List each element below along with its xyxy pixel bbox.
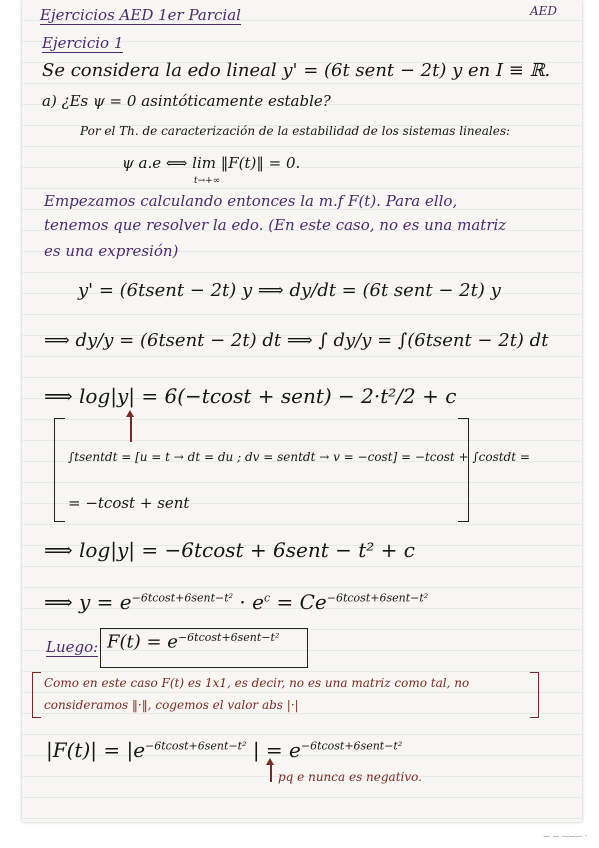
paragraph-line-1: Empezamos calculando entonces la m.f F(t). Para ello, (44, 192, 458, 210)
luego-label: Luego: (46, 638, 99, 656)
integral-bracket-right (458, 418, 469, 522)
boxed-solution: $F(t) = e^{-6tcost+6sent-t^2}$ (100, 628, 308, 668)
annotation-arrow-stem (130, 416, 132, 442)
integral-by-parts: ∫tsentdt = [u = t → dt = du ; dv = sentdt → v = −cost] = −tcost + ∫costdt = (68, 450, 530, 464)
note-bracket-right (530, 672, 539, 718)
page-title: Ejercicios AED 1er Parcial (40, 6, 241, 24)
equation-3: ⟹ log|y| = 6(−tcost + sent) − 2·t²/2 + c (44, 384, 457, 408)
equation-6: $|F(t)| = |e^{-6tcost+6sent-t^2}$ | = $e^{-6tcost+6sent-t^2}$ (46, 738, 403, 762)
notebook-sheet (22, 0, 582, 822)
exercise-statement: Se considera la edo lineal y' = (6t sent − 2t) y en I ≡ ℝ. (42, 60, 551, 81)
footer-mark: — — ——— · (543, 832, 587, 840)
question-a: a) ¿Es ψ = 0 asintóticamente estable? (42, 92, 331, 110)
limit-subscript: t→+∞ (194, 176, 221, 186)
paragraph-line-2: tenemos que resolver la edo. (En este caso, no es una matriz (44, 216, 507, 234)
note-line-2: consideramos ‖·‖, cogemos el valor abs |·| (44, 698, 299, 712)
remark-arrow-head (266, 758, 274, 765)
exercise-heading: Ejercicio 1 (42, 34, 124, 52)
annotation-arrow-head (126, 410, 134, 417)
equation-5: ⟹ $y = e^{-6tcost+6sent-t^2} \cdot e^c = Ce^{-6tcost+6sent-t^2}$ (44, 590, 429, 614)
equation-1: y' = (6tsent − 2t) y ⟹ dy/dt = (6t sent − 2t) y (78, 280, 501, 301)
equation-4: ⟹ log|y| = −6tcost + 6sent − t² + c (44, 538, 415, 562)
integral-result: = −tcost + sent (68, 494, 190, 512)
remark-text: pq e nunca es negativo. (278, 770, 422, 784)
equation-2: ⟹ dy/y = (6tsent − 2t) dt ⟹ ∫ dy/y = ∫(6tsent − 2t) dt (44, 330, 549, 351)
theorem-text: Por el Th. de caracterización de la estabilidad de los sistemas lineales: (80, 124, 511, 138)
paragraph-line-3: es una expresión) (44, 242, 179, 260)
stability-criterion: ψ a.e ⟺ lim ‖F(t)‖ = 0. (122, 154, 301, 172)
subject-tag: AED (530, 4, 558, 18)
note-line-1: Como en este caso F(t) es 1x1, es decir, no es una matriz como tal, no (44, 676, 470, 690)
note-bracket-left (32, 672, 41, 718)
remark-arrow-stem (270, 764, 272, 782)
integral-bracket-left (54, 418, 65, 522)
